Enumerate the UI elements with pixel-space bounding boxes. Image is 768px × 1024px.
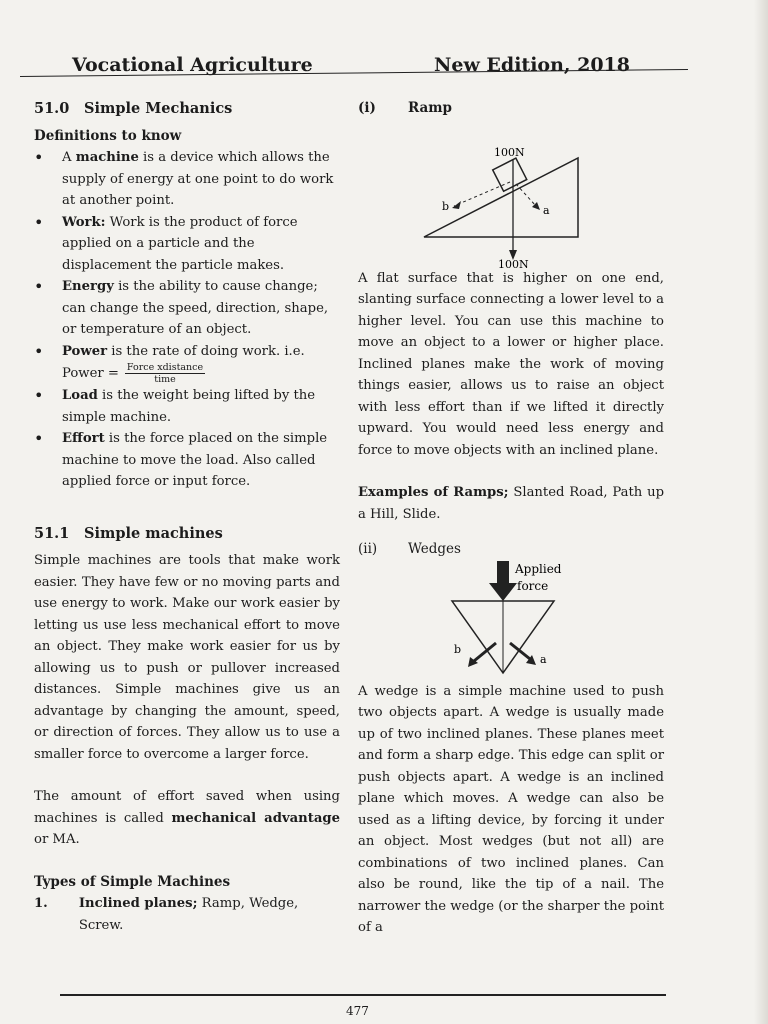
a-component <box>516 184 536 206</box>
list-item: • Power is the rate of doing work. i.e. Power = $\frac{\text{Force xdistance}}{\text{time}}$ <box>34 341 340 386</box>
book-title: Vocational Agriculture <box>72 54 313 76</box>
b-arrowhead <box>452 201 461 209</box>
list-item: • Energy is the ability to cause change; can change the speed, direction, shape, or temperature of an object. <box>34 276 340 341</box>
label-b: b <box>442 199 450 213</box>
power-formula: Power = $\frac{\text{Force xdistance}}{\text{time}}$ <box>62 362 204 385</box>
list-item: • Load is the weight being lifted by the simple machine. <box>34 385 340 428</box>
page-edge-shadow <box>754 0 768 1024</box>
edition-label: New Edition, 2018 <box>434 54 631 76</box>
definitions-list <box>34 147 340 493</box>
ramp-heading: (i) Ramp <box>358 100 453 116</box>
footer-divider <box>60 994 666 996</box>
list-item: • Work: Work is the product of force applied on a particle and the displacement the particle makes. <box>34 212 340 277</box>
right-column <box>358 98 664 939</box>
section-number: 51.0 <box>34 100 70 117</box>
b-component <box>454 182 510 206</box>
mechanical-advantage-paragraph: The amount of effort saved when using machines is called mechanical advantage or MA. <box>34 789 340 847</box>
wedge-label-a: a <box>540 652 547 666</box>
force-label: force <box>517 578 549 593</box>
applied-force-shaft <box>497 561 509 583</box>
types-item: 1. Inclined planes; Ramp, Wedge, Screw. <box>34 896 299 933</box>
left-column <box>34 98 340 936</box>
list-item: • Effort is the force placed on the simple machine to move the load. Also called applied force or input force. <box>34 428 340 493</box>
types-heading: Types of Simple Machines <box>34 873 231 890</box>
section-title: Simple Mechanics <box>84 100 233 117</box>
ramp-diagram <box>358 120 664 268</box>
applied-label: Applied <box>515 561 562 576</box>
simple-machines-paragraph: Simple machines are tools that make work easier. They have few or no moving parts and use energy to work. Make our work easier by letting us use less mechanical effort to move an object. They make work easier for us by allowing us to push or pullover increased distances. Simple machines give us an advantage by changing the amount, speed, or direction of forces. They allow us to use a smaller force to overcome a larger force. <box>34 553 340 762</box>
wedge-paragraph: A wedge is a simple machine used to push two objects apart. A wedge is usually made up of two inclined planes. These planes meet and form a sharp edge. This edge can split or push objects apart. A wedge is an inclined plane which moves. A wedge can also be used as a lifting device, by forcing it under an object. Most wedges (but not all) are combinations of two inclined planes. Can also be round, like the tip of a nail. The narrower the wedge (or the sharper the point of a <box>358 683 664 935</box>
ramp-examples: Examples of Ramps; Slanted Road, Path up a Hill, Slide. <box>358 485 665 522</box>
ramp-paragraph: A flat surface that is higher on one end, slanting surface connecting a lower level to a higher level. You can use this machine to move an object to a lower or higher place. Inclined planes make the work of moving things easier, allows us to raise an object with less effort than if we lifted it directly upward. You would need less energy and force to move objects with an inclined plane. <box>358 270 664 458</box>
section-heading-51-1: 51.1 Simple machines <box>34 524 223 542</box>
section-heading-51-0 <box>34 98 340 120</box>
force-top-label: 100N <box>494 145 525 159</box>
wedge-label-b: b <box>454 642 462 656</box>
definitions-heading: Definitions to know <box>34 127 182 144</box>
wedge-diagram <box>358 561 664 681</box>
wedge-heading: (ii) Wedges <box>358 541 461 557</box>
force-bottom-label: 100N <box>498 257 529 268</box>
page-number: 477 <box>346 1004 369 1018</box>
a-force-line <box>510 643 530 659</box>
applied-force-arrowhead <box>489 583 517 601</box>
ramp-triangle <box>424 158 578 237</box>
label-a: a <box>543 203 550 217</box>
list-item: • A machine is a device which allows the supply of energy at one point to do work at another point. <box>34 147 340 212</box>
